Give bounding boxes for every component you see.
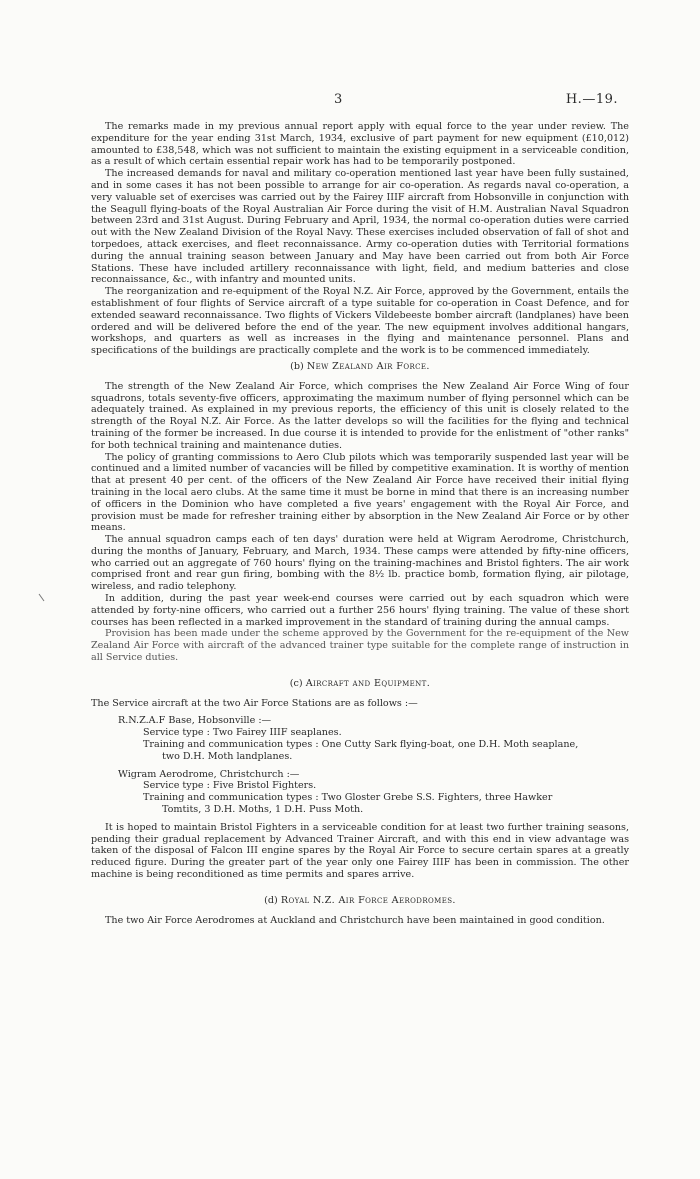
paragraph: The increased demands for naval and military co-operation mentioned last year have been fully sustained, and in some cases it has not been possible to arrange for air co-operation. As regards naval co-operation, a very valuable set of exercises was carried out by the Fairey IIIF aircraft from Hobsonville in conjunction with the Seagull flying-boats of the Royal Australian Air Force during the visit of H.M. Australian Naval Squadron between 23rd and 31st August. During February and April, 1934, the normal co-operation duties were carried out with the New Zealand Division of the Royal Navy. These exercises included observation of fall of shot and torpedoes, attack exercises, and fleet reconnaissance. Army co-operation duties with Territorial formations during the annual training season between January and May have been carried out from both Air Force Stations. These have included artillery reconnaissance with light, field, and medium batteries and close reconnaissance, &c., with infantry and mounted units. <box>91 168 629 286</box>
document-body <box>91 121 629 926</box>
station-name: Wigram Aerodrome, Christchurch :— <box>118 768 300 780</box>
document-reference: H.—19. <box>565 92 618 107</box>
station-training-types: Training and communication types : One Cutty Sark flying-boat, one D.H. Moth seaplane, <box>143 739 579 751</box>
paragraph: The reorganization and re-equipment of the Royal N.Z. Air Force, approved by the Government, entails the establishment of four flights of Service aircraft of a type suitable for co-operation in Coast Defence, and for extended seaward reconnaissance. Two flights of Vickers Vildebeeste bomber aircraft (landplanes) have been ordered and will be delivered before the end of the year. The new equipment involves additional hangars, workshops, and quarters as well as increases in the flying and maintenance personnel. Plans and specifications of the buildings are practically complete and the work is to be commenced immediately. <box>91 286 629 357</box>
paragraph: It is hoped to maintain Bristol Fighters in a serviceable condition for at least two further training seasons, pending their gradual replacement by Advanced Trainer Aircraft, and with this end in view advantage was taken of the disposal of Falcon III engine spares by the Royal Air Force to secure certain spares at a greatly reduced figure. During the greater part of the year only one Fairey IIIF has been in commission. The other machine is being reconditioned as time permits and spares arrive. <box>91 821 629 881</box>
paragraph: The annual squadron camps each of ten days' duration were held at Wigram Aerodrome, Christchurch, during the months of January, February, and March, 1934. These camps were attended by fifty-nine officers, who carried out an aggregate of 760 hours' flying on the training-machines and Bristol fighters. The air work comprised front and rear gun firing, bombing with the 8½ lb. practice bomb, formation flying, air pilotage, wireless, and radio telephony. <box>91 534 629 593</box>
paragraph: In addition, during the past year week-end courses were carried out by each squadron which were attended by forty-nine officers, who carried out a further 256 hours' flying training. The value of these short courses has been reflected in a marked improvement in the standard of training during the annual camps. <box>91 593 629 628</box>
section-intro: The Service aircraft at the two Air Force Stations are as follows :— <box>91 697 418 709</box>
page-number: 3 <box>334 92 343 107</box>
paragraph: Provision has been made under the scheme approved by the Government for the re-equipment of the New Zealand Air Force with aircraft of the advanced trainer type suitable for the complete range of instruction in all Service duties. <box>91 628 629 664</box>
section-heading-b: (b) New Zealand Air Force. <box>290 360 430 372</box>
section-heading-d: (d) Royal N.Z. Air Force Aerodromes. <box>264 894 456 906</box>
station-service-type: Service type : Two Fairey IIIF seaplanes. <box>143 727 342 739</box>
margin-mark <box>38 593 46 603</box>
station-name: R.N.Z.A.F Base, Hobsonville :— <box>118 715 272 727</box>
station-service-type: Service type : Five Bristol Fighters. <box>143 780 317 792</box>
section-heading-c: (c) Aircraft and Equipment. <box>289 677 431 689</box>
paragraph: The two Air Force Aerodromes at Auckland and Christchurch have been maintained in good condition. <box>105 914 605 926</box>
station-training-types-cont: Tomtits, 3 D.H. Moths, 1 D.H. Puss Moth. <box>162 804 364 816</box>
paragraph: The remarks made in my previous annual report apply with equal force to the year under review. The expenditure for the year ending 31st March, 1934, exclusive of part payment for new equipment (£10,012) amounted to £38,548, which was not sufficient to maintain the existing equipment in a serviceable condition, as a result of which certain essential repair work has had to be temporarily postponed. <box>91 121 629 168</box>
paragraph: The policy of granting commissions to Aero Club pilots which was temporarily suspended last year will be continued and a limited number of vacancies will be filled by competitive examination. It is worthy of mention that at present 40 per cent. of the officers of the New Zealand Air Force have received their initial flying training in the local aero clubs. At the same time it must be borne in mind that there is an increasing number of officers in the Dominion who have completed a five years' engagement with the Royal Air Force, and provision must be made for refresher training either by absorption in the New Zealand Air Force or by other means. <box>91 451 629 534</box>
paragraph: The strength of the New Zealand Air Force, which comprises the New Zealand Air Force Wing of four squadrons, totals seventy-five officers, approximating the maximum number of flying personnel which can be adequately trained. As explained in my previous reports, the efficiency of this unit is closely related to the strength of the Royal N.Z. Air Force. As the latter develops so will the facilities for the flying and technical training of the former be increased. In due course it is intended to provide for the enlistment of "other ranks" for both technical training and maintenance duties. <box>91 380 629 451</box>
station-training-types: Training and communication types : Two Gloster Grebe S.S. Fighters, three Hawker <box>143 792 553 804</box>
station-training-types-cont: two D.H. Moth landplanes. <box>162 750 293 762</box>
